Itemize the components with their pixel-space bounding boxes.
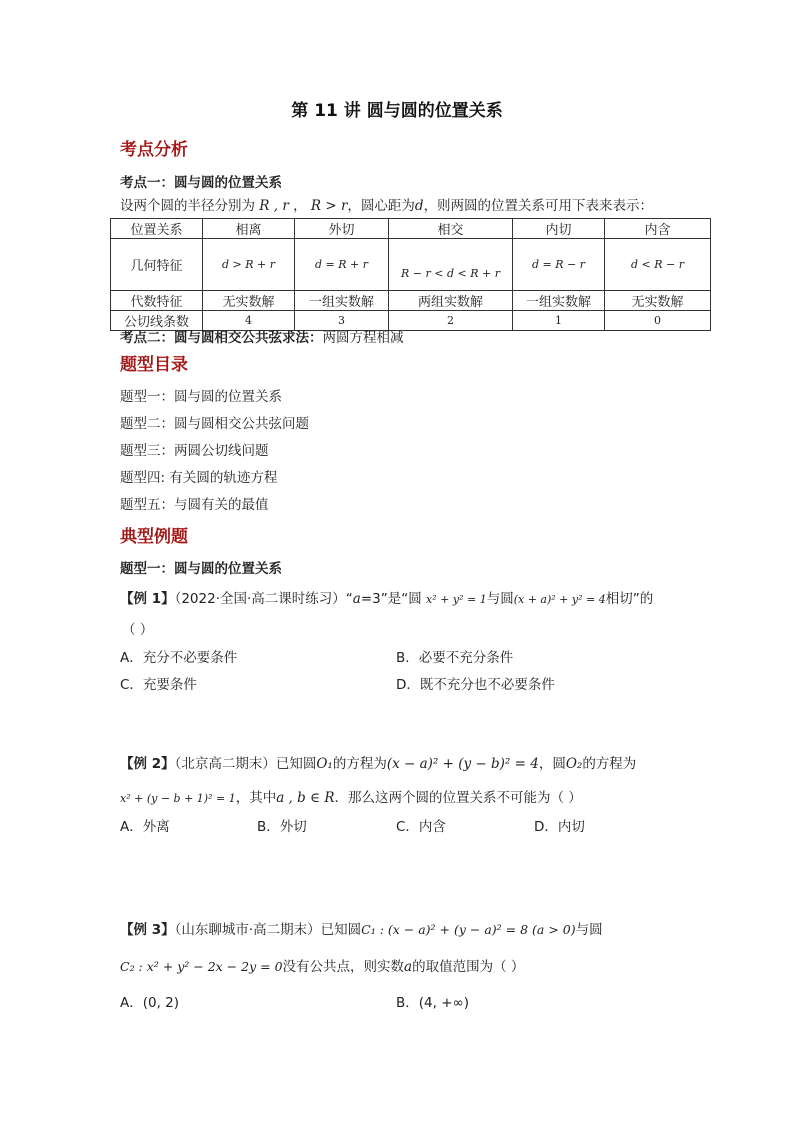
table-cell: 4 <box>203 311 295 331</box>
table-cell: 1 <box>513 311 605 331</box>
table-header: 内含 <box>605 219 711 239</box>
example-text: 的方程为 <box>332 756 387 772</box>
example-text: 相切”的 <box>605 591 654 607</box>
table-cell: d = R + r <box>295 239 389 291</box>
example-text: 已知圆 <box>275 756 317 772</box>
circle-label-o1: O₁ <box>316 756 333 772</box>
option-d[interactable]: D．既不充分也不必要条件 <box>396 677 555 693</box>
equation-circle-o1: (x − a)² + (y − b)² = 4 <box>386 756 539 772</box>
type-list-item[interactable]: 题型二：圆与圆相交公共弦问题 <box>120 416 309 432</box>
option-b[interactable]: B．(4, +∞) <box>396 995 470 1011</box>
example-var: a <box>404 959 413 975</box>
example-tag: 【例 3】 <box>120 922 175 938</box>
point1-intro <box>120 194 653 214</box>
example-3-question <box>120 918 603 938</box>
type-list-item[interactable]: 题型三：两圆公切线问题 <box>120 443 269 459</box>
section-heading-analysis: 考点分析 <box>120 140 188 160</box>
intro-vars: R , r <box>259 198 289 214</box>
equation-circle-c1: C₁ : (x − a)² + (y − a)² = 8 (a > 0) <box>361 922 576 937</box>
table-cell-label: 几何特征 <box>111 239 203 291</box>
section-heading-examples: 典型例题 <box>120 527 188 547</box>
example-text: 与圆 <box>486 591 514 607</box>
table-cell: 0 <box>605 311 711 331</box>
option-c[interactable]: C．内含 <box>396 819 446 835</box>
table-cell-label: 公切线条数 <box>111 311 203 331</box>
type-list-item[interactable]: 题型五：与圆有关的最值 <box>120 497 269 513</box>
example-tag: 【例 1】 <box>120 591 175 607</box>
type1-heading: 题型一：圆与圆的位置关系 <box>120 561 282 577</box>
option-a[interactable]: A．外离 <box>120 819 170 835</box>
table-header: 内切 <box>513 219 605 239</box>
table-row-algebra <box>111 291 711 311</box>
example-source: （山东聊城市·高二期末） <box>174 922 321 938</box>
example-text: 与圆 <box>575 922 603 938</box>
point2-text: 两圆方程相减 <box>322 330 404 346</box>
type-list-item[interactable]: 题型一：圆与圆的位置关系 <box>120 389 282 405</box>
intro-d: d <box>414 198 424 214</box>
intro-cond: R > r <box>310 198 348 214</box>
intro-sep: ， <box>293 198 307 214</box>
example-1-question <box>120 587 653 607</box>
intro-text-c: ，则两圆的位置关系可用下表来表示： <box>423 198 654 214</box>
table-row-geometry <box>111 239 711 291</box>
table-cell: 3 <box>295 311 389 331</box>
table-cell: 无实数解 <box>605 291 711 311</box>
table-cell: 无实数解 <box>203 291 295 311</box>
table-cell: R − r < d < R + r <box>389 239 513 291</box>
option-c[interactable]: C．充要条件 <box>120 677 197 693</box>
example-3-question-cont <box>120 955 524 975</box>
point2 <box>120 326 404 346</box>
point1-heading: 考点一：圆与圆的位置关系 <box>120 175 282 191</box>
table-header-row <box>111 219 711 239</box>
answer-paren: （ ） <box>122 622 154 638</box>
example-text: “ <box>345 591 353 607</box>
table-cell-label: 代数特征 <box>111 291 203 311</box>
equation-circle-1: x² + y² = 1 <box>426 593 487 606</box>
table-cell: 一组实数解 <box>513 291 605 311</box>
table-header: 位置关系 <box>111 219 203 239</box>
table-cell: 两组实数解 <box>389 291 513 311</box>
page-title: 第 11 讲 圆与圆的位置关系 <box>291 101 503 121</box>
type-list-item[interactable]: 题型四: 有关圆的轨迹方程 <box>120 470 278 486</box>
example-source: （2022·全国·高二课时练习） <box>174 591 346 607</box>
example-text: ，圆 <box>538 756 566 772</box>
table-cell: d > R + r <box>203 239 295 291</box>
table-cell: d < R − r <box>605 239 711 291</box>
example-text: =3”是“圆 <box>360 591 422 607</box>
table-header: 外切 <box>295 219 389 239</box>
equation-circle-2: (x + a)² + y² = 4 <box>513 593 606 606</box>
example-2-question <box>120 752 636 772</box>
table-cell: d = R − r <box>513 239 605 291</box>
example-text: 没有公共点，则实数 <box>282 959 405 975</box>
example-text: ，其中 <box>235 790 277 806</box>
circle-label-o2: O₂ <box>565 756 583 772</box>
example-text: 的取值范围为（ ） <box>412 959 525 975</box>
equation-circle-c2: C₂ : x² + y² − 2x − 2y = 0 <box>120 959 283 974</box>
section-heading-types: 题型目录 <box>120 355 188 375</box>
intro-text-b: ，圆心距为 <box>347 198 415 214</box>
option-b[interactable]: B．外切 <box>257 819 307 835</box>
option-d[interactable]: D．内切 <box>534 819 585 835</box>
example-text: 的方程为 <box>582 756 637 772</box>
position-relation-table <box>110 218 711 331</box>
table-header: 相离 <box>203 219 295 239</box>
point2-heading: 考点二：圆与圆相交公共弦求法： <box>120 330 323 346</box>
example-vars: a , b ∈ R <box>276 790 335 806</box>
table-header: 相交 <box>389 219 513 239</box>
example-tag: 【例 2】 <box>120 756 175 772</box>
example-var: a <box>352 591 361 607</box>
option-a[interactable]: A．(0, 2) <box>120 995 180 1011</box>
option-a[interactable]: A．充分不必要条件 <box>120 650 238 666</box>
intro-text: 设两个圆的半径分别为 <box>120 198 255 214</box>
example-text: ．那么这两个圆的位置关系不可能为（ ） <box>334 790 582 806</box>
option-b[interactable]: B．必要不充分条件 <box>396 650 514 666</box>
equation-circle-o2: x² + (y − b + 1)² = 1 <box>120 792 236 805</box>
example-2-question-cont <box>120 786 582 806</box>
table-cell: 一组实数解 <box>295 291 389 311</box>
example-text: 已知圆 <box>320 922 362 938</box>
example-source: （北京高二期末） <box>174 756 276 772</box>
table-cell: 2 <box>389 311 513 331</box>
